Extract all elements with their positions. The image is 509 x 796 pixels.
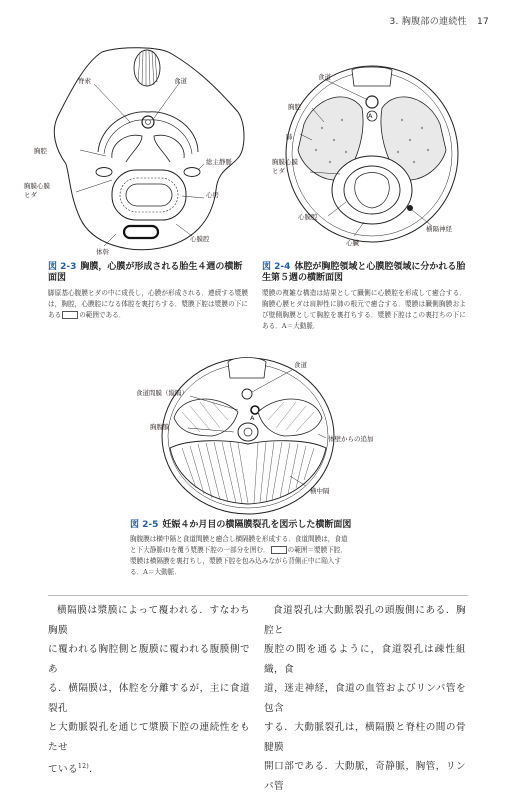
divider-rule	[48, 595, 468, 596]
caption-2-4-body: 漿膜の複雑な構造は結果として臓側に心膜腔を形成して癒合する．胸膜心膜ヒダは肩胛性に肺の根元で癒合する．漿膜は臓側胸膜および壁側胸膜として胸腔を裏打ちする．漿膜下腔はこの裏打ちの下にある．A＝大動脈．	[262, 289, 466, 330]
caption-line: 漿膜は横隔膜を裏打ちし，漿膜下腔を包み込みながら背側正中に陥入す	[130, 557, 341, 565]
text-line: 横隔膜は漿膜によって覆われる．すなわち胸膜	[48, 605, 250, 636]
text-line: と大動脈裂孔を通じて漿膜下腔の連続性をもたせ	[48, 722, 250, 753]
figure-title: 妊娠４か月目の横隔膜裂孔を図示した横断面図	[162, 520, 352, 530]
caption-line	[130, 545, 358, 556]
label-pleural-cavity: 胸腔	[34, 147, 47, 155]
text-line: する．大動脈裂孔は，横隔膜と脊柱の間の骨腱膜	[264, 722, 466, 753]
text-line: 開口部である．大動脈，奇静脈，胸管，リンパ管	[264, 761, 466, 792]
caption-line: 胸腹膜は横中隔と食道間膜と癒合し横隔膜を形成する．食道間膜は，食道	[130, 535, 348, 543]
label-pleuropericardial-fold: 胸膜心膜 ヒダ	[272, 158, 298, 175]
caption-2-3-body	[48, 288, 248, 321]
text-line: 腹腔の間を通るように，食道裂孔は疎性組織，食	[264, 644, 466, 675]
page-number: 17	[476, 17, 489, 27]
figure-number: 図 2-3	[48, 262, 77, 272]
text-span: ．	[89, 764, 100, 776]
label-phrenic-nerve: 横隔神経	[426, 225, 452, 233]
label-esophagus: 食道	[174, 77, 187, 85]
caption-2-4-title	[262, 262, 466, 284]
label-body-wall: 体幹	[96, 248, 109, 256]
label-esophageal-mesentery: 食道間膜（縦隔）	[136, 389, 188, 397]
figure-title: 体腔が胸腔領域と心膜腔領域に分かれる胎生第５週の横断面図	[262, 262, 466, 283]
figure-number: 図 2-5	[130, 520, 159, 530]
caption-text-end: の範囲である．	[79, 311, 126, 319]
subserous-space-key	[62, 311, 78, 319]
caption-2-5-body	[130, 534, 358, 578]
body-text-right	[264, 601, 466, 796]
label-atrium: 心房	[206, 191, 219, 199]
reference-number: 12)	[77, 763, 90, 770]
label-pleuropericardial-fold: 胸膜心膜 ヒダ	[24, 182, 50, 199]
figure-2-3	[24, 40, 252, 260]
section-title: 3. 胸腹部の連続性	[389, 17, 467, 27]
text-line: に覆われる胸腔側と腹膜に覆われる腹膜側であ	[48, 644, 250, 675]
caption-2-4	[262, 262, 466, 332]
caption-text-end: の範囲＝漿膜下腔．	[287, 546, 347, 554]
text-line: 道，迷走神経，食道の血管およびリンパ管を包含	[264, 683, 466, 714]
label-esophagus: 食道	[294, 361, 307, 369]
caption-text: と下大静脈(I)を覆う漿膜下腔の一部分を囲む．	[130, 546, 270, 554]
subserous-space-key	[271, 546, 287, 554]
figure-number: 図 2-4	[262, 262, 291, 272]
label-body-wall-addition: 体壁からの追加	[328, 435, 374, 443]
caption-2-3-title	[48, 262, 248, 284]
figure-2-5	[130, 352, 374, 517]
label-lung: 肺	[286, 133, 293, 141]
label-notochord: 脊索	[78, 77, 91, 85]
running-header	[389, 14, 489, 27]
label-esophagus: 食道	[318, 73, 331, 81]
label-pericardial-cavity: 心膜腔	[298, 213, 318, 221]
figure-title: 胸膜，心膜が形成される胎生４週の横断面図	[48, 262, 243, 283]
figure-2-5-diagram	[130, 352, 340, 517]
label-aorta-a: A	[250, 414, 255, 422]
caption-2-5-title	[130, 520, 358, 531]
figure-2-4	[272, 62, 462, 247]
figure-2-3-diagram	[42, 40, 252, 260]
label-pleural-cavity: 胸腔	[288, 103, 301, 111]
caption-2-5	[130, 520, 358, 578]
label-common-cardinal-vein: 総主静脈	[206, 158, 232, 166]
text-line	[48, 757, 250, 780]
caption-2-3	[48, 262, 248, 321]
label-pericardial-cavity: 心膜腔	[190, 235, 210, 243]
caption-text: 脚原基心腹膜ヒダの中に成長し，心膜が形成される．連続する漿膜は，胸腔，心膜腔になる体腔を裏打ちする．漿膜下腔は漿膜の下にある	[48, 289, 248, 319]
text-line: 食道裂孔は大動脈裂孔の頭腹側にある．胸腔と	[264, 605, 466, 636]
text-line: る．横隔膜は，体腔を分離するが，主に食道裂孔	[48, 683, 250, 714]
label-pleuroperitoneal-membrane: 胸腹膜	[150, 423, 170, 431]
body-text-left	[48, 601, 250, 780]
caption-line: る．A＝大動脈．	[130, 568, 181, 576]
label-heart: 心臓	[346, 239, 359, 247]
label-aorta-a: A	[368, 112, 373, 120]
text-span: ている	[48, 764, 78, 776]
label-septum-transversum: 横中隔	[310, 487, 330, 495]
